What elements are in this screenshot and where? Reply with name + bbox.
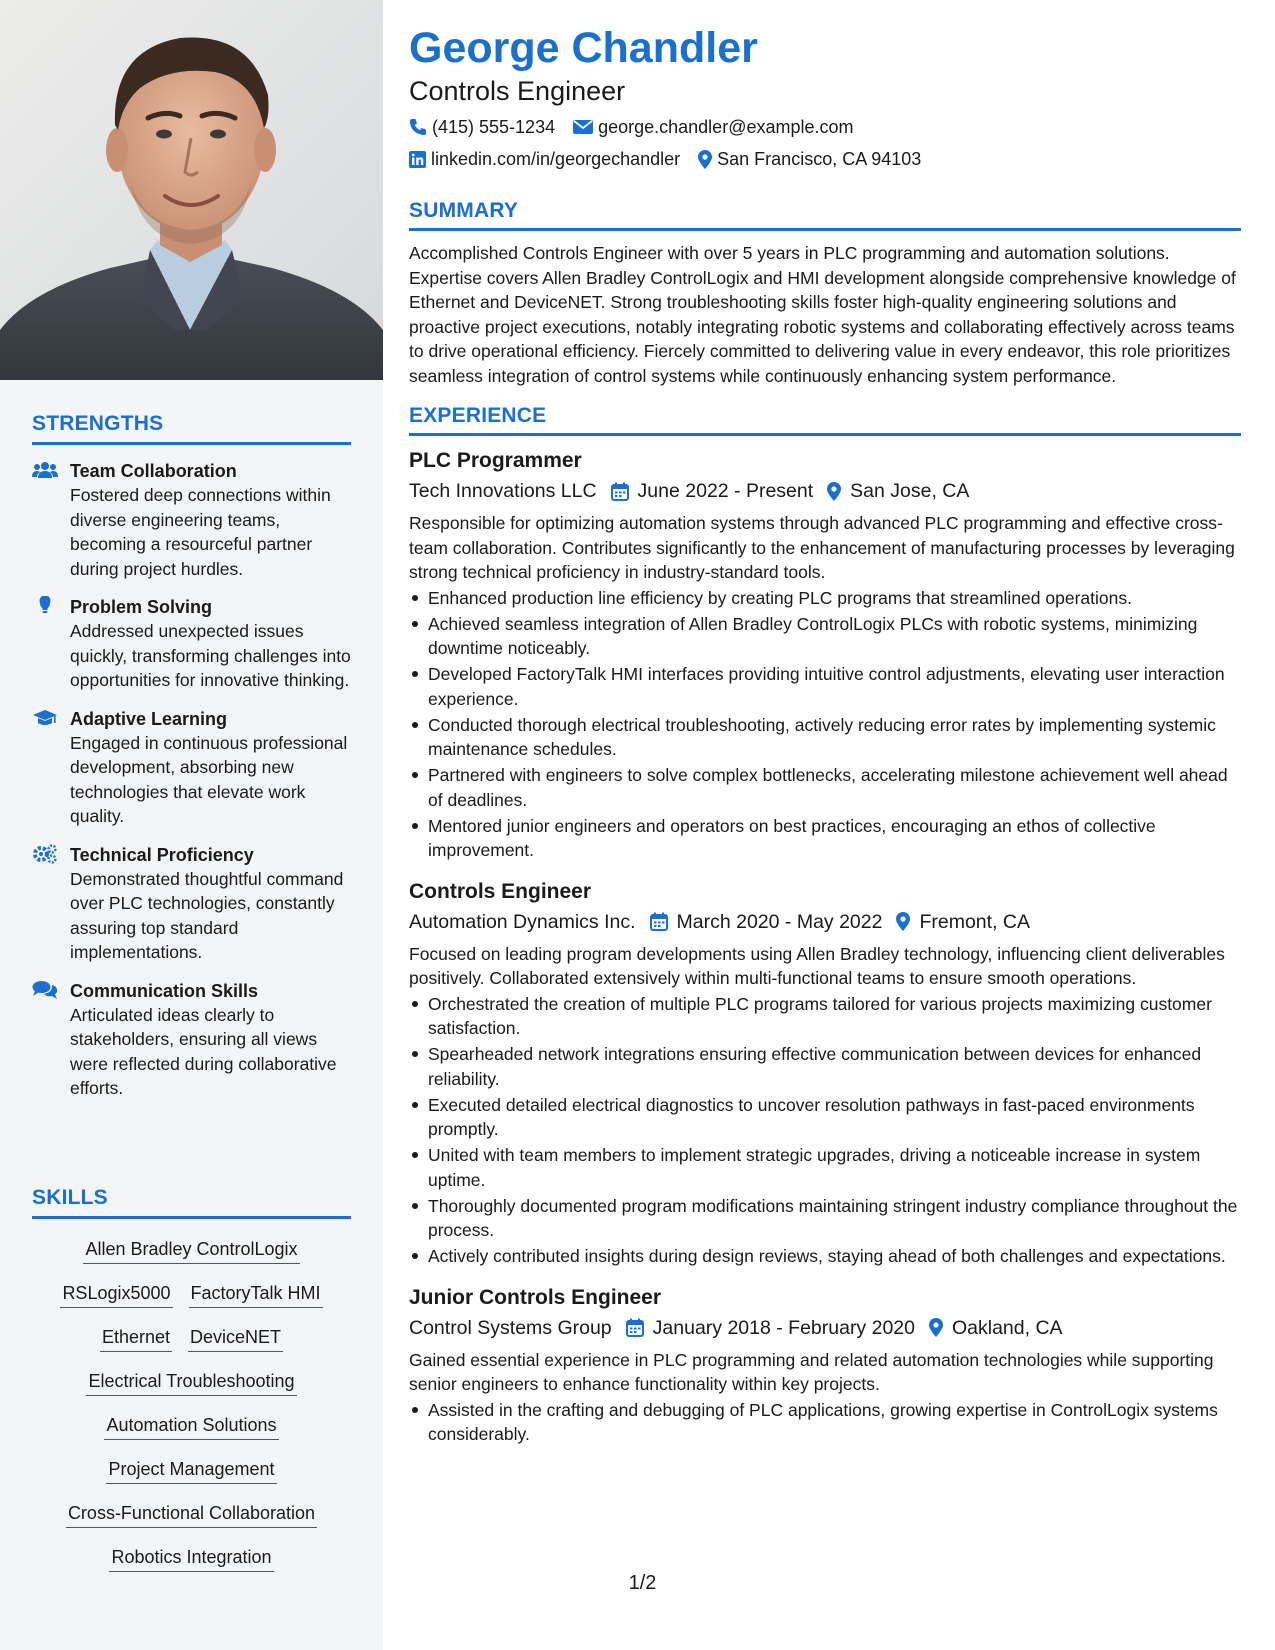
envelope-icon [573, 119, 593, 135]
strength-desc: Articulated ideas clearly to stakeholders, ensuring all views were reflected during collaborative efforts. [70, 1004, 337, 1098]
job-meta [409, 476, 1241, 506]
job-meta [409, 1313, 1241, 1343]
skills-list [32, 1219, 351, 1572]
job-bullet: Executed detailed electrical diagnostics to uncover resolution pathways in fast-paced environments promptly. [409, 1093, 1241, 1142]
strength-desc: Demonstrated thoughtful command over PLC technologies, constantly assuring top standard implementations. [70, 868, 344, 962]
job-dates-wrap [611, 476, 814, 506]
email-contact[interactable] [573, 111, 853, 143]
job-bullet: Actively contributed insights during design reviews, staying ahead of both challenges and expectations. [409, 1244, 1241, 1269]
email-text[interactable]: george.chandler@example.com [598, 117, 854, 137]
contact-row [409, 111, 1241, 143]
job-role: Junior Controls Engineer [409, 1285, 662, 1309]
skill-tag: Ethernet [100, 1325, 172, 1352]
job-location: Oakland, CA [951, 1316, 1063, 1339]
calendar-icon [611, 482, 629, 501]
skill-tag: Electrical Troubleshooting [86, 1369, 296, 1396]
map-pin-icon [929, 1318, 943, 1337]
strength-title: Problem Solving [70, 597, 213, 617]
job-bullet: Thoroughly documented program modifications maintaining stringent industry compliance throughout the process. [409, 1194, 1241, 1243]
job-meta [409, 907, 1241, 937]
job-entry [409, 877, 1241, 1269]
strengths-heading: STRENGTHS [32, 412, 351, 445]
strength-item [32, 459, 351, 581]
job-bullet: Conducted thorough electrical troubleshooting, actively reducing error rates by implementing systemic maintenance schedules. [409, 713, 1241, 762]
users-icon [32, 460, 58, 480]
job-bullets [409, 1398, 1241, 1447]
job-description: Focused on leading program developments using Allen Bradley technology, influencing client deliverables positively. Collaborated extensively within multi-functional teams to ensure smooth operations. [409, 943, 1225, 988]
summary-section [409, 199, 1241, 388]
skill-tag: Automation Solutions [104, 1413, 278, 1440]
strength-title: Technical Proficiency [70, 844, 254, 865]
lightbulb-icon [32, 596, 58, 616]
job-dates-wrap [626, 1313, 915, 1343]
job-bullet: Developed FactoryTalk HMI interfaces providing intuitive control adjustments, elevating user interaction experience. [409, 662, 1241, 711]
location-contact [698, 143, 921, 175]
linkedin-icon [409, 151, 426, 168]
gears-icon [32, 844, 58, 864]
strength-title: Adaptive Learning [70, 708, 228, 729]
strength-title: Team Collaboration [70, 461, 237, 481]
job-bullets [409, 586, 1241, 863]
job-location-wrap [929, 1313, 1063, 1343]
job-description: Gained essential experience in PLC programming and related automation technologies while supporting senior engineers to enhance functionality within key projects. [409, 1349, 1214, 1394]
sidebar [0, 0, 383, 1650]
job-bullet: Achieved seamless integration of Allen Bradley ControlLogix PLCs with robotic systems, minimizing downtime noticeably. [409, 612, 1241, 661]
summary-heading: SUMMARY [409, 199, 1241, 231]
job-role: Controls Engineer [409, 879, 592, 903]
job-bullet: Orchestrated the creation of multiple PLC programs tailored for various projects maximizing customer satisfaction. [409, 992, 1241, 1041]
map-pin-icon [896, 912, 910, 931]
strength-desc: Addressed unexpected issues quickly, transforming challenges into opportunities for innovative thinking. [70, 621, 351, 690]
profile-photo [0, 0, 383, 380]
strength-item [32, 707, 351, 829]
skill-tag: DeviceNET [188, 1325, 283, 1352]
job-dates-wrap [650, 907, 883, 937]
location-text: San Francisco, CA 94103 [717, 149, 922, 169]
job-bullet: Mentored junior engineers and operators on best practices, encouraging an ethos of collective improvement. [409, 814, 1241, 863]
phone-contact [409, 111, 555, 143]
phone-text: (415) 555-1234 [432, 117, 556, 137]
job-bullet: Assisted in the crafting and debugging of PLC applications, growing expertise in ControlLogix systems considerably. [409, 1398, 1241, 1447]
calendar-icon [650, 912, 668, 931]
job-location: San Jose, CA [850, 480, 970, 502]
graduation-cap-icon [32, 708, 58, 728]
job-location-wrap [896, 907, 1030, 937]
job-bullet: United with team members to implement strategic upgrades, driving a noticeable increase in system uptime. [409, 1143, 1241, 1192]
job-role: PLC Programmer [409, 449, 582, 472]
job-company: Control Systems Group [409, 1316, 612, 1339]
strength-item [32, 843, 351, 965]
strength-desc: Engaged in continuous professional development, absorbing new technologies that elevate work quality. [70, 732, 348, 826]
experience-heading: EXPERIENCE [409, 404, 1241, 436]
job-dates: June 2022 - Present [637, 480, 814, 502]
main-content [409, 22, 1241, 1448]
comments-icon [32, 980, 58, 1000]
job-dates: March 2020 - May 2022 [676, 910, 883, 933]
strength-desc: Fostered deep connections within diverse engineering teams, becoming a resourceful partner during project hurdles. [70, 485, 331, 579]
linkedin-text[interactable]: linkedin.com/in/georgechandler [431, 149, 681, 169]
job-entry [409, 1283, 1241, 1447]
job-company: Automation Dynamics Inc. [409, 910, 636, 933]
calendar-icon [626, 1318, 644, 1337]
job-description: Responsible for optimizing automation systems through advanced PLC programming and effective cross-team collaboration. Contributes significantly to the enhancement of manufacturing processes by leveraging strong technical proficiency in industry-standard tools. [409, 513, 1235, 582]
job-location-wrap [827, 476, 969, 506]
strength-item [32, 979, 351, 1101]
skill-tag: Cross-Functional Collaboration [66, 1501, 317, 1528]
strength-title: Communication Skills [70, 980, 259, 1001]
summary-text: Accomplished Controls Engineer with over 5 years in PLC programming and automation solutions. Expertise covers Allen Bradley ControlLogix and HMI development alongside comprehensive knowledge of Ethernet and DeviceNET. Strong troubleshooting skills foster high-quality engineering solutions and proactive project executions, notably integrating robotic systems and collaborating effectively across teams to drive operational efficiency. Fiercely committed to delivering value in every endeavor, this role prioritizes seamless integration of control systems while continuously enhancing system performance. [409, 243, 1236, 386]
skill-tag: RSLogix5000 [60, 1281, 172, 1308]
linkedin-contact[interactable] [409, 143, 680, 175]
contact-row [409, 143, 1241, 175]
job-entry [409, 446, 1241, 863]
job-bullet: Enhanced production line efficiency by creating PLC programs that streamlined operations. [409, 586, 1241, 611]
skills-section [32, 1186, 351, 1572]
job-dates: January 2018 - February 2020 [652, 1316, 915, 1339]
phone-icon [409, 118, 427, 136]
candidate-title: Controls Engineer [409, 76, 626, 106]
job-bullets [409, 992, 1241, 1269]
skill-tag: Allen Bradley ControlLogix [83, 1237, 299, 1264]
page-number: 1/2 [628, 1572, 657, 1594]
experience-section [409, 404, 1241, 1447]
skill-tag: Project Management [106, 1457, 276, 1484]
strengths-section [32, 412, 351, 1101]
skills-heading: SKILLS [32, 1186, 351, 1219]
candidate-name: George Chandler [409, 24, 758, 72]
skill-tag: Robotics Integration [109, 1545, 273, 1572]
strength-item [32, 595, 351, 693]
job-bullet: Partnered with engineers to solve complex bottlenecks, accelerating milestone achievement well ahead of deadlines. [409, 763, 1241, 812]
map-pin-icon [698, 150, 712, 169]
map-pin-icon [827, 482, 841, 501]
job-bullet: Spearheaded network integrations ensuring effective communication between devices for enhanced reliability. [409, 1042, 1241, 1091]
job-company: Tech Innovations LLC [409, 480, 597, 502]
job-location: Fremont, CA [919, 910, 1030, 933]
skill-tag: FactoryTalk HMI [189, 1281, 323, 1308]
